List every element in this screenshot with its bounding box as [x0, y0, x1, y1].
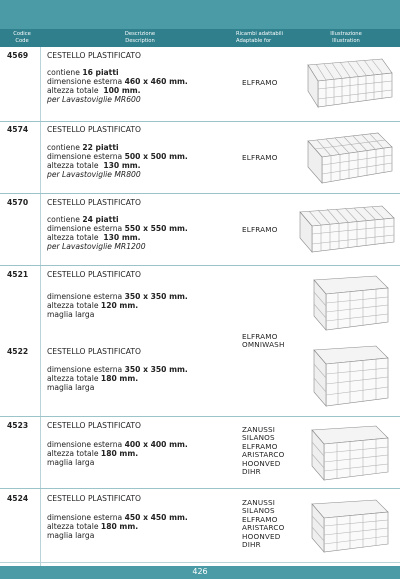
table-header	[0, 29, 400, 47]
header-description: Descrizione Description	[124, 31, 156, 44]
product-description: dimensione esterna 350 x 350 mm. altezza totale 120 mm. maglia larga	[47, 292, 188, 319]
product-description: contiene 16 piatti dimensione esterna 460 x 460 mm. altezza totale 100 mm. per Lavastoviglie MR600	[47, 68, 188, 104]
basket-illustration	[296, 200, 396, 258]
basket-illustration	[306, 272, 392, 334]
product-code: 4523	[7, 421, 29, 430]
basket-illustration	[306, 344, 392, 410]
compatible-brand: ELFRAMO	[242, 78, 278, 87]
product-code: 4522	[7, 347, 29, 356]
product-code: 4570	[7, 198, 29, 207]
product-title: CESTELLO PLASTIFICATO	[47, 494, 141, 503]
product-description: contiene 22 piatti dimensione esterna 500 x 500 mm. altezza totale 130 mm. per Lavastoviglie MR800	[47, 143, 188, 179]
product-title: CESTELLO PLASTIFICATO	[47, 270, 141, 279]
compatible-brands: ZANUSSI SILANOS ELFRAMO ARISTARCO HOONVED DIHR	[242, 498, 285, 550]
basket-illustration	[304, 422, 392, 484]
basket-illustration	[302, 55, 394, 111]
header-illustration: Illustrazione Illustration	[330, 31, 362, 44]
product-title: CESTELLO PLASTIFICATO	[47, 347, 141, 356]
row-divider	[0, 562, 400, 563]
row-divider	[0, 265, 400, 266]
compatible-brand: ELFRAMO	[242, 225, 278, 234]
compatible-brands: ZANUSSI SILANOS ELFRAMO ARISTARCO HOONVED DIHR	[242, 425, 285, 477]
compatible-brand: ELFRAMO	[242, 153, 278, 162]
product-code: 4569	[7, 51, 29, 60]
header-adaptable: Ricambi adattabili Adaptable for	[236, 31, 284, 44]
product-description: dimensione esterna 450 x 450 mm. altezza totale 180 mm. maglia larga	[47, 513, 188, 540]
product-code: 4574	[7, 125, 29, 134]
basket-illustration	[304, 127, 394, 187]
product-title: CESTELLO PLASTIFICATO	[47, 51, 141, 60]
product-description: dimensione esterna 400 x 400 mm. altezza totale 180 mm. maglia larga	[47, 440, 188, 467]
row-divider	[0, 193, 400, 194]
row-divider	[0, 121, 400, 122]
product-description: dimensione esterna 350 x 350 mm. altezza totale 180 mm. maglia larga	[47, 365, 188, 392]
product-description: contiene 24 piatti dimensione esterna 550 x 550 mm. altezza totale 130 mm. per Lavastoviglie MR1200	[47, 215, 188, 251]
header-code: Codice Code	[13, 31, 31, 44]
product-title: CESTELLO PLASTIFICATO	[47, 125, 141, 134]
product-title: CESTELLO PLASTIFICATO	[47, 421, 141, 430]
product-code: 4524	[7, 494, 29, 503]
compatible-brands: ELFRAMO OMNIWASH	[242, 332, 285, 350]
page-number: 426	[192, 567, 208, 576]
row-divider	[0, 488, 400, 489]
product-title: CESTELLO PLASTIFICATO	[47, 198, 141, 207]
product-code: 4521	[7, 270, 29, 279]
top-band	[0, 0, 400, 29]
row-divider	[0, 416, 400, 417]
basket-illustration	[304, 496, 392, 556]
